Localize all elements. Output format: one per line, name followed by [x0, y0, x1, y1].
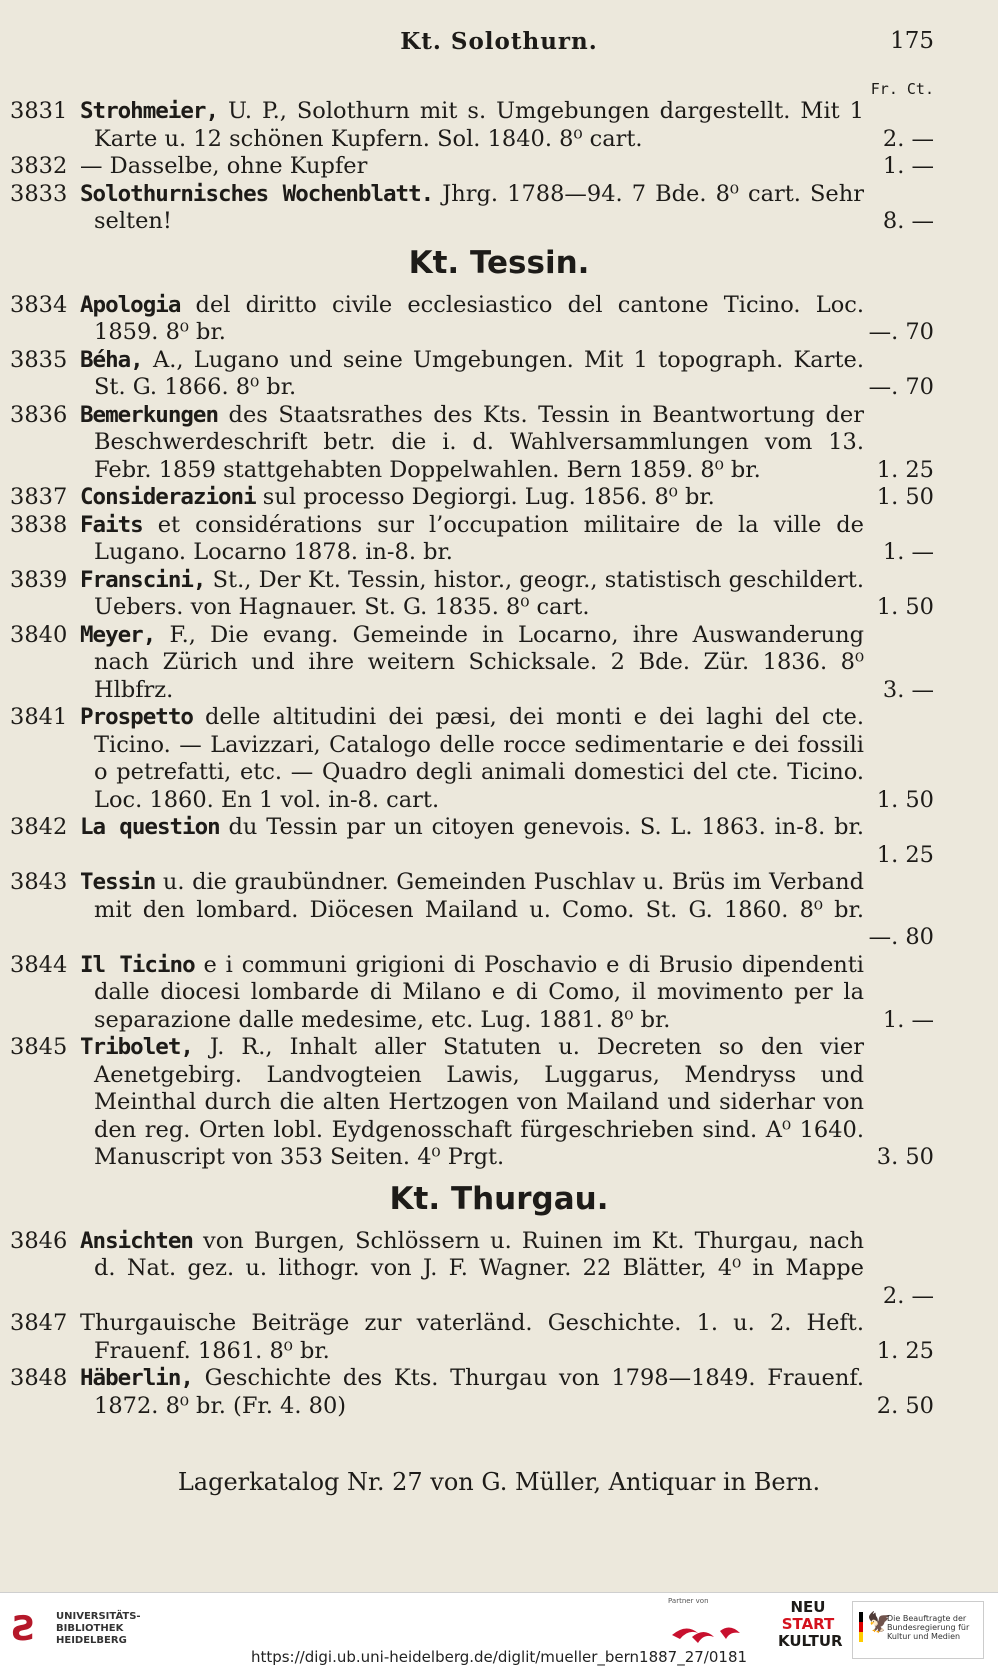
entry-description: J. R., Inhalt aller Statuten u. Decreten so den vier Aenetgebirg. Landvogteien Lawis, Luggarus, Mendryss und Meinthal durch die alten Hertzogen von Mailand und siderhar von den reg. Orten lobl. Eydgenosschaft fürgeschrieben sind. A⁰ 1640. Manuscript von 353 Seiten. 4⁰ Prgt.: [94, 1034, 864, 1170]
entry-text: [80, 1228, 864, 1311]
entry-description: del diritto civile ecclesiastico del cantone Ticino. Loc. 1859. 8⁰ br.: [94, 291, 864, 345]
entry-description: U. P., Solothurn mit s. Umgebungen dargestellt. Mit 1 Karte u. 12 schönen Kupfern. Sol. 1840. 8⁰ cart.: [94, 98, 864, 152]
entry-keyword: Il Ticino: [80, 951, 195, 978]
entry-number: 3843: [10, 869, 68, 895]
entry-number: 3832: [10, 153, 68, 179]
permalink-url[interactable]: https://digi.ub.uni-heidelberg.de/diglit/mueller_bern1887_27/0181: [250, 1648, 748, 1666]
entry-price: 1. 50: [876, 786, 934, 813]
bkm-text: Die Beauftragte der Bundesregierung für Kultur und Medien: [887, 1614, 970, 1641]
entry-number: 3848: [10, 1365, 68, 1391]
entry-description: St., Der Kt. Tessin, histor., geogr., statistisch geschildert. Uebers. von Hagnauer. St. G. 1835. 8⁰ cart.: [94, 566, 864, 620]
entry-number: 3836: [10, 401, 68, 428]
ub-logo-icon: Ƨ: [12, 1609, 37, 1649]
entry-text: [80, 952, 864, 1035]
entry-text: [80, 704, 864, 814]
entry-keyword: Apologia: [80, 291, 181, 318]
entry-price: 8. —: [882, 208, 934, 234]
entry-text: [80, 181, 864, 236]
entry-price: —. 80: [868, 924, 934, 950]
entry-keyword: Strohmeier,: [80, 98, 219, 124]
entry-number: 3846: [10, 1227, 68, 1254]
entry-price: 1. —: [882, 539, 934, 565]
entry-price: 2. 50: [876, 1392, 934, 1419]
neustart-line-2: START: [781, 1615, 835, 1633]
catalog-entry: [0, 1365, 998, 1420]
catalog-entry: [0, 347, 998, 402]
entry-number: 3833: [10, 180, 68, 207]
entry-number: 3841: [10, 704, 68, 730]
catalog-entry: [0, 402, 998, 485]
entry-price: 2. —: [882, 1282, 934, 1309]
catalog-entry: [0, 952, 998, 1035]
entry-text: [80, 1310, 864, 1365]
entry-number: 3835: [10, 346, 68, 373]
ddb-bird-icon: [668, 1613, 748, 1653]
entry-text: [80, 1365, 864, 1420]
neustart-line-1: NEU: [790, 1598, 826, 1616]
entry-price: 1. 25: [876, 1337, 934, 1364]
entry-keyword: Solothurnisches Wochenblatt.: [80, 180, 434, 207]
catalog-body: [0, 98, 998, 1420]
entry-price: 1. —: [882, 1006, 934, 1033]
entry-price: 2. —: [882, 125, 934, 152]
entry-price: —. 70: [868, 374, 934, 400]
catalog-entry: [0, 814, 998, 869]
catalog-entry: [0, 622, 998, 705]
ub-logo-line-3: HEIDELBERG: [56, 1635, 127, 1646]
entry-description: Thurgauische Beiträge zur vaterländ. Geschichte. 1. u. 2. Heft. Frauenf. 1861. 8⁰ br.: [80, 1310, 864, 1364]
german-flag-icon: [859, 1612, 863, 1642]
section-heading: Kt. Tessin.: [408, 244, 590, 281]
entry-number: 3834: [10, 291, 68, 318]
entry-keyword: Béha,: [80, 346, 143, 373]
entry-description: Geschichte des Kts. Thurgau von 1798—1849. Frauenf. 1872. 8⁰ br. (Fr. 4. 80): [94, 1365, 864, 1419]
entry-keyword: Tessin: [80, 869, 156, 895]
entry-description: delle altitudini dei pæsi, dei monti e dei laghi del cte. Ticino. — Lavizzari, Catalogo delle rocce sedimentarie e dei fossili o petrefatti, etc. — Quadro degli animali domestici del cte. Ticino. Loc. 1860. En 1 vol. in-8. cart.: [94, 704, 864, 813]
catalog-entry: [0, 292, 998, 347]
catalog-entry: [0, 484, 998, 512]
entry-price: 1. 50: [876, 484, 934, 510]
entry-price: 1. 25: [876, 841, 934, 868]
entry-text: [80, 512, 864, 567]
entry-text: [80, 402, 864, 485]
entry-description: — Dasselbe, ohne Kupfer: [80, 153, 368, 179]
entry-description: Jhrg. 1788—94. 7 Bde. 8⁰ cart. Sehr selten!: [94, 180, 864, 234]
entry-description: sul processo Degiorgi. Lug. 1856. 8⁰ br.: [255, 484, 715, 510]
entry-price: 3. —: [882, 676, 934, 703]
neustart-line-3: KULTUR: [778, 1632, 843, 1650]
entry-keyword: Prospetto: [80, 704, 193, 730]
entry-price: 1. 25: [876, 456, 934, 483]
catalog-entry: [0, 869, 998, 952]
entry-text: [80, 292, 864, 347]
ub-logo-line-2: BIBLIOTHEK: [56, 1623, 124, 1634]
entry-number: 3831: [10, 98, 68, 124]
eagle-icon: 🦅: [867, 1610, 892, 1634]
entry-number: 3845: [10, 1034, 68, 1060]
entry-number: 3844: [10, 951, 68, 978]
entry-number: 3840: [10, 621, 68, 648]
entry-keyword: Häberlin,: [80, 1365, 193, 1391]
running-header: [0, 28, 998, 62]
entry-number: 3842: [10, 814, 68, 840]
entry-number: 3837: [10, 484, 68, 510]
entry-keyword: Considerazioni: [80, 484, 256, 510]
entry-keyword: Franscini,: [80, 566, 206, 593]
entry-text: [80, 869, 864, 952]
entry-keyword: La question: [80, 814, 220, 840]
entry-text: [80, 622, 864, 705]
entry-description: et considérations sur l’occupation militaire de la ville de Lugano. Locarno 1878. in-8. br.: [94, 511, 864, 565]
catalog-entry: [0, 1034, 998, 1172]
catalog-entry: [0, 98, 998, 153]
entry-description: A., Lugano und seine Umgebungen. Mit 1 topograph. Karte. St. G. 1866. 8⁰ br.: [94, 346, 864, 400]
entry-text: [80, 153, 864, 181]
entry-description: von Burgen, Schlössern u. Ruinen im Kt. Thurgau, nach d. Nat. gez. u. lithogr. von J. F. Wagner. 22 Blätter, 4⁰ in Mappe: [94, 1227, 864, 1281]
page-title: Kt. Solothurn.: [400, 28, 598, 55]
entry-keyword: Bemerkungen: [80, 401, 219, 428]
entry-number: 3839: [10, 566, 68, 593]
entry-description: e i communi grigioni di Poschavio e di Brusio dipendenti dalle diocesi lombarde di Milano e di Como, il movimento per la separazione dalle medesime, etc. Lug. 1881. 8⁰ br.: [94, 951, 864, 1033]
catalog-entry: [0, 1310, 998, 1365]
entry-price: 1. 50: [876, 594, 934, 620]
entry-text: [80, 814, 864, 869]
catalog-footer: Lagerkatalog Nr. 27 von G. Müller, Antiquar in Bern.: [177, 1468, 821, 1496]
section-heading: Kt. Thurgau.: [389, 1180, 609, 1217]
catalog-entry: [0, 567, 998, 622]
entry-text: [80, 484, 864, 512]
entry-keyword: Faits: [80, 511, 143, 538]
entry-description: du Tessin par un citoyen genevois. S. L. 1863. in-8. br.: [219, 814, 864, 840]
partner-label: Partner von: [668, 1597, 709, 1605]
entry-text: [80, 347, 864, 402]
entry-price: 3. 50: [876, 1144, 934, 1170]
page-number: 175: [890, 28, 934, 54]
entry-keyword: Tribolet,: [80, 1034, 193, 1060]
entry-description: F., Die evang. Gemeinde in Locarno, ihre Auswanderung nach Zürich und ihre weitern Schicksale. 2 Bde. Zür. 1836. 8⁰ Hlbfrz.: [94, 621, 864, 703]
entry-description: des Staatsrathes des Kts. Tessin in Beantwortung der Beschwerdeschrift betr. die i. d. Wahlversammlungen vom 13. Febr. 1859 stattgehabten Doppelwahlen. Bern 1859. 8⁰ br.: [94, 401, 864, 483]
catalog-entry: [0, 512, 998, 567]
entry-text: [80, 567, 864, 622]
catalog-entry: [0, 181, 998, 236]
viewer-bottom-bar: [0, 1592, 998, 1668]
entry-number: 3838: [10, 511, 68, 538]
entry-price: —. 70: [868, 319, 934, 345]
entry-text: [80, 98, 864, 153]
ub-logo-line-1: UNIVERSITÄTS-: [56, 1611, 141, 1622]
entry-price: 1. —: [882, 153, 934, 179]
entry-description: u. die graubündner. Gemeinden Puschlav u. Brüs im Verband mit den lombard. Diöcesen Mailand u. Como. St. G. 1860. 8⁰ br.: [94, 869, 864, 923]
entry-keyword: Meyer,: [80, 621, 156, 648]
entry-keyword: Ansichten: [80, 1227, 193, 1254]
catalog-entry: [0, 1228, 998, 1311]
price-column-header: Fr. Ct.: [870, 80, 934, 98]
entry-number: 3847: [10, 1310, 68, 1336]
catalog-entry: [0, 153, 998, 181]
catalog-entry: [0, 704, 998, 814]
entry-text: [80, 1034, 864, 1172]
